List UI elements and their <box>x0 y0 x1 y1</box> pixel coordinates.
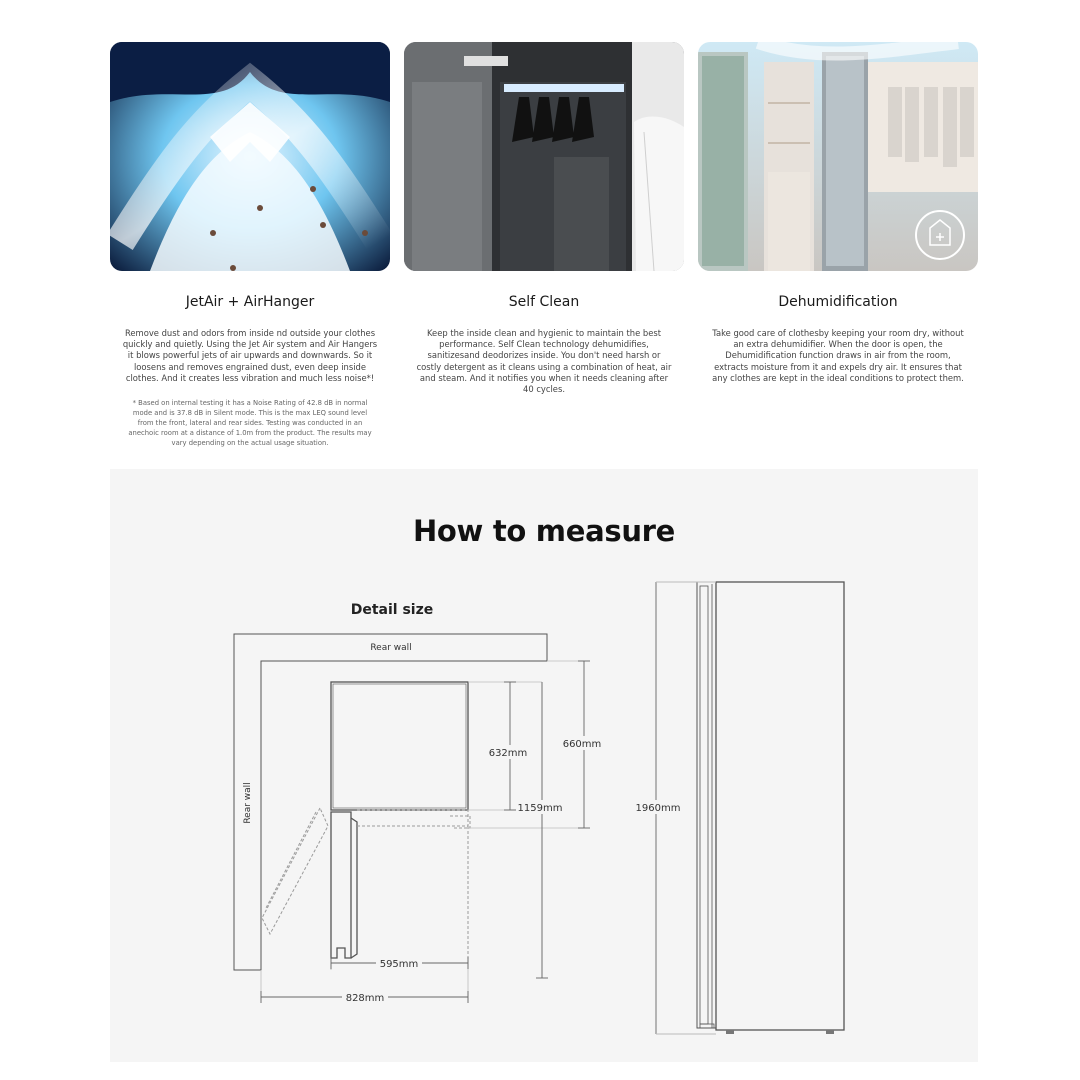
rear-wall <box>234 634 547 970</box>
feature-footnote-jetair: * Based on internal testing it has a Noise Rating of 42.8 dB in normal mode and is 37.8 dB in Silent mode. This is the max LEQ sound level from the front, lateral and rear sides. Testing was conducted in an anechoic room at a distance of 1.0m from the product. The results may vary depending on the actual usage situation. <box>128 399 372 447</box>
detail-size-label: Detail size <box>350 602 434 618</box>
dim-1159: 1159mm <box>517 803 563 814</box>
feature-title-self-clean: Self Clean <box>508 294 580 310</box>
dim-595: 595mm <box>379 959 419 970</box>
dim-660: 660mm <box>562 739 602 750</box>
dim-632: 632mm <box>488 748 528 759</box>
dim-828: 828mm <box>345 993 385 1004</box>
top-view-body <box>331 682 468 958</box>
measure-title: How to measure <box>412 514 676 548</box>
dim-1960: 1960mm <box>635 803 681 814</box>
door-swing-outline <box>262 808 470 960</box>
feature-title-dehumidification: Dehumidification <box>778 294 898 310</box>
feature-title-jetair: JetAir + AirHanger <box>185 294 315 310</box>
rear-wall-label-top: Rear wall <box>370 643 412 653</box>
side-view-body <box>697 582 844 1034</box>
feature-body-dehumidification: Take good care of clothesby keeping your room dry, without an extra dehumidifier. When the door is open, the Dehumidification function draws in air from the room, extracts moisture from it and expels dry air. It ensures that any clothes are kept in the ideal conditions to protect them. <box>712 328 964 383</box>
feature-body-self-clean: Keep the inside clean and hygienic to maintain the best performance. Self Clean technology dehumidifies, sanitizesand deodorizes inside. You don't need harsh or costly detergent as it cleans using a combination of heat, air and steam. And it notifies you when it needs cleaning after 40 cycles. <box>416 328 672 395</box>
feature-body-jetair: Remove dust and odors from inside nd outside your clothes quickly and quietly. Using the Jet Air system and Air Hangers it blows powerful jets of air upwards and downwards. So it loosens and removes engrained dust, even deep inside clothes. And it creates less vibration and much less noise*! <box>122 328 378 383</box>
rear-wall-label-side: Rear wall <box>243 782 253 824</box>
